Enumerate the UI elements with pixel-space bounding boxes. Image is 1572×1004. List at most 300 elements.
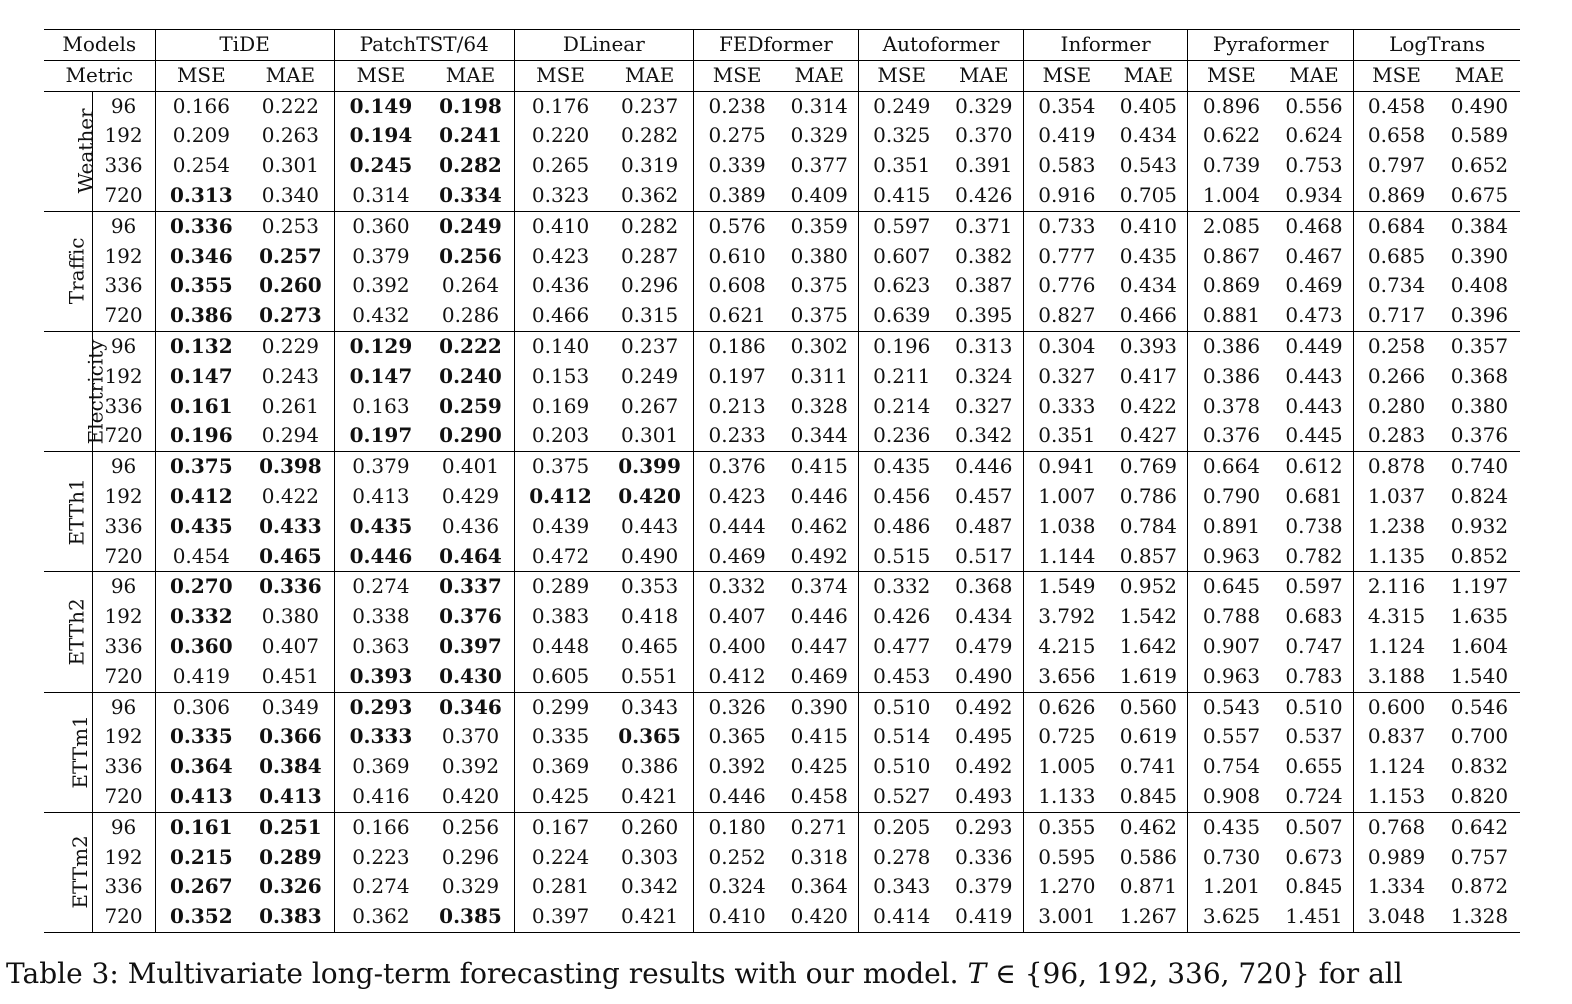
mse-value-cell: 0.369 xyxy=(352,754,410,779)
mae-value-cell: 0.407 xyxy=(247,632,334,662)
mae-value-cell: 0.784 xyxy=(1110,512,1188,542)
mse-value-cell: 0.161 xyxy=(155,812,247,842)
mae-value-cell: 0.293 xyxy=(945,812,1024,842)
mae-value-cell: 0.263 xyxy=(247,121,334,151)
mse-value-cell: 0.658 xyxy=(1367,123,1426,148)
mse-value-cell: 0.869 xyxy=(1367,182,1426,207)
mae-value-cell: 0.410 xyxy=(1110,211,1188,241)
mae-value-cell: 0.845 xyxy=(1275,872,1354,902)
mse-value-cell: 0.790 xyxy=(1202,483,1261,508)
mae-value-cell: 0.241 xyxy=(427,121,514,151)
mse-value-cell: 0.878 xyxy=(1354,452,1439,482)
mse-value-cell: 0.203 xyxy=(531,423,590,448)
mae-value-cell: 0.386 xyxy=(606,752,693,782)
mse-value-cell: 0.335 xyxy=(170,724,233,749)
mae-value-cell: 1.635 xyxy=(1450,604,1509,629)
mse-value-cell: 4.215 xyxy=(1038,633,1096,658)
horizon-cell: 720 xyxy=(92,782,155,812)
mae-value-cell: 0.324 xyxy=(945,362,1024,392)
mae-value-cell: 0.395 xyxy=(945,301,1024,331)
mae-value-cell: 0.315 xyxy=(606,301,693,331)
model-header: LogTrans xyxy=(1354,30,1520,61)
mae-value-cell: 0.420 xyxy=(427,782,514,812)
mse-value-cell: 0.477 xyxy=(873,633,931,658)
mae-value-cell: 0.387 xyxy=(945,271,1024,301)
mse-value-cell: 0.685 xyxy=(1367,243,1426,268)
mse-value-cell: 0.376 xyxy=(1202,423,1261,448)
mse-value-cell: 0.375 xyxy=(155,452,247,482)
mse-value-cell: 0.407 xyxy=(708,604,766,629)
mse-value-cell: 0.963 xyxy=(1202,543,1261,568)
dataset-name: Electricity xyxy=(83,339,108,445)
mae-value-cell: 0.422 xyxy=(247,482,334,512)
results-table-container xyxy=(44,29,1520,933)
caption-prefix: Table 3: Multivariate long-term forecasting results with our model. xyxy=(6,957,968,990)
mae-value-cell: 0.251 xyxy=(247,812,334,842)
mae-value-cell: 0.446 xyxy=(780,482,858,512)
mse-value-cell: 0.196 xyxy=(858,331,944,361)
mse-value-cell: 0.510 xyxy=(858,692,944,722)
mae-value-cell: 0.871 xyxy=(1110,872,1188,902)
metric-mae-header: MAE xyxy=(606,60,693,91)
model-header: TiDE xyxy=(155,30,334,61)
mae-value-cell: 0.415 xyxy=(780,452,858,482)
mae-value-cell: 0.446 xyxy=(780,602,858,632)
metric-mae-header: MAE xyxy=(945,60,1024,91)
metric-mae-header: MAE xyxy=(1275,60,1354,91)
model-header: FEDformer xyxy=(693,30,858,61)
mse-value-cell: 0.645 xyxy=(1188,572,1275,602)
table-row xyxy=(44,782,1520,812)
metric-mse-header: MSE xyxy=(334,60,427,91)
mse-value-cell: 0.510 xyxy=(873,754,931,779)
mae-value-cell: 0.487 xyxy=(945,512,1024,542)
table-row xyxy=(44,421,1520,451)
mae-value-cell: 0.336 xyxy=(945,843,1024,873)
mae-value-cell: 0.446 xyxy=(945,452,1024,482)
mse-value-cell: 0.194 xyxy=(349,123,413,148)
mae-value-cell: 0.469 xyxy=(1275,271,1354,301)
mse-value-cell: 0.333 xyxy=(349,724,413,749)
mae-value-cell: 0.560 xyxy=(1110,692,1188,722)
mse-value-cell: 0.453 xyxy=(873,663,931,688)
mse-value-cell: 1.133 xyxy=(1038,783,1096,808)
mse-value-cell: 0.163 xyxy=(352,393,410,418)
mae-value-cell: 0.415 xyxy=(780,722,858,752)
mse-value-cell: 0.233 xyxy=(708,423,766,448)
horizon-cell: 192 xyxy=(92,843,155,873)
mae-value-cell: 0.302 xyxy=(780,331,858,361)
mse-value-cell: 0.167 xyxy=(514,812,606,842)
mae-value-cell: 0.436 xyxy=(427,512,514,542)
mse-value-cell: 0.197 xyxy=(349,423,413,448)
mse-value-cell: 0.543 xyxy=(1188,692,1275,722)
mae-value-cell: 0.589 xyxy=(1450,123,1509,148)
table-row xyxy=(44,301,1520,331)
horizon-cell: 192 xyxy=(92,482,155,512)
mae-value-cell: 1.542 xyxy=(1110,602,1188,632)
mae-value-cell: 1.197 xyxy=(1439,572,1520,602)
dataset-label xyxy=(44,211,92,331)
mse-value-cell: 0.423 xyxy=(708,483,766,508)
mse-value-cell: 0.881 xyxy=(1202,303,1261,328)
mse-value-cell: 0.458 xyxy=(1354,91,1439,121)
mse-value-cell: 0.436 xyxy=(531,273,590,298)
mse-value-cell: 0.280 xyxy=(1367,393,1426,418)
mse-value-cell: 0.423 xyxy=(531,243,590,268)
mse-value-cell: 0.393 xyxy=(349,663,413,688)
horizon-cell: 336 xyxy=(92,632,155,662)
mae-value-cell: 0.683 xyxy=(1275,602,1354,632)
mae-value-cell: 0.282 xyxy=(427,151,514,181)
table-row xyxy=(44,872,1520,902)
mae-value-cell: 0.430 xyxy=(427,662,514,692)
mse-value-cell: 1.144 xyxy=(1038,543,1096,568)
mae-value-cell: 0.349 xyxy=(247,692,334,722)
mae-value-cell: 0.597 xyxy=(1275,572,1354,602)
mae-value-cell: 0.287 xyxy=(606,242,693,272)
table-row xyxy=(44,902,1520,932)
mse-value-cell: 0.392 xyxy=(708,754,766,779)
mae-value-cell: 0.551 xyxy=(606,662,693,692)
mae-value-cell: 1.267 xyxy=(1110,902,1188,932)
horizon-cell: 192 xyxy=(92,722,155,752)
mse-value-cell: 0.725 xyxy=(1038,724,1096,749)
mae-value-cell: 0.492 xyxy=(945,752,1024,782)
mae-value-cell: 0.852 xyxy=(1450,543,1509,568)
mse-value-cell: 1.124 xyxy=(1367,754,1426,779)
mse-value-cell: 0.236 xyxy=(873,423,931,448)
mse-value-cell: 0.258 xyxy=(1354,331,1439,361)
mae-value-cell: 0.556 xyxy=(1275,91,1354,121)
mae-value-cell: 0.391 xyxy=(945,151,1024,181)
mse-value-cell: 0.323 xyxy=(531,182,590,207)
horizon-cell: 96 xyxy=(92,211,155,241)
mae-value-cell: 1.619 xyxy=(1110,662,1188,692)
mse-value-cell: 0.776 xyxy=(1038,273,1096,298)
metric-mse-header: MSE xyxy=(858,60,944,91)
mse-value-cell: 2.116 xyxy=(1354,572,1439,602)
mse-value-cell: 1.007 xyxy=(1038,483,1096,508)
mae-value-cell: 0.301 xyxy=(606,421,693,451)
dataset-label xyxy=(44,572,92,692)
mae-value-cell: 0.365 xyxy=(606,722,693,752)
table-row xyxy=(44,362,1520,392)
mse-value-cell: 0.414 xyxy=(858,902,944,932)
mse-value-cell: 0.267 xyxy=(170,874,233,899)
mse-value-cell: 0.245 xyxy=(349,153,413,178)
mae-value-cell: 0.237 xyxy=(606,91,693,121)
mse-value-cell: 0.607 xyxy=(873,243,931,268)
mae-value-cell: 0.451 xyxy=(247,662,334,692)
mse-value-cell: 0.176 xyxy=(514,91,606,121)
metric-mse-header: MSE xyxy=(1188,60,1275,91)
mae-value-cell: 0.290 xyxy=(427,421,514,451)
mae-value-cell: 0.376 xyxy=(427,602,514,632)
mae-value-cell: 0.426 xyxy=(945,181,1024,211)
mae-value-cell: 0.409 xyxy=(780,181,858,211)
mae-value-cell: 0.370 xyxy=(427,722,514,752)
table-row xyxy=(44,242,1520,272)
model-header: DLinear xyxy=(514,30,693,61)
mse-value-cell: 0.446 xyxy=(349,543,413,568)
mse-value-cell: 0.827 xyxy=(1038,303,1096,328)
horizon-cell: 720 xyxy=(92,421,155,451)
mae-value-cell: 0.586 xyxy=(1110,843,1188,873)
mae-value-cell: 0.342 xyxy=(945,421,1024,451)
mse-value-cell: 0.446 xyxy=(708,783,766,808)
table-row xyxy=(44,542,1520,572)
metric-mae-header: MAE xyxy=(1439,60,1520,91)
mse-value-cell: 0.730 xyxy=(1202,844,1261,869)
mse-value-cell: 0.274 xyxy=(334,572,427,602)
mae-value-cell: 0.467 xyxy=(1275,242,1354,272)
mae-value-cell: 0.465 xyxy=(247,542,334,572)
model-header: Autoformer xyxy=(858,30,1023,61)
horizon-cell: 720 xyxy=(92,542,155,572)
mae-value-cell: 0.845 xyxy=(1110,782,1188,812)
mse-value-cell: 0.413 xyxy=(352,483,410,508)
mae-value-cell: 0.256 xyxy=(427,242,514,272)
mse-value-cell: 1.270 xyxy=(1038,874,1096,899)
mse-value-cell: 0.397 xyxy=(514,902,606,932)
mse-value-cell: 0.622 xyxy=(1202,123,1261,148)
mse-value-cell: 3.001 xyxy=(1024,902,1110,932)
metric-mae-header: MAE xyxy=(1110,60,1188,91)
mae-value-cell: 0.932 xyxy=(1450,513,1509,538)
mse-value-cell: 0.153 xyxy=(531,363,590,388)
mae-value-cell: 0.434 xyxy=(1110,121,1188,151)
mae-value-cell: 0.301 xyxy=(247,151,334,181)
mse-value-cell: 0.623 xyxy=(873,273,931,298)
mse-value-cell: 0.360 xyxy=(334,211,427,241)
mae-value-cell: 0.368 xyxy=(945,572,1024,602)
mse-value-cell: 0.383 xyxy=(531,604,590,629)
mae-value-cell: 0.457 xyxy=(945,482,1024,512)
mae-value-cell: 0.783 xyxy=(1275,662,1354,692)
dataset-name: Weather xyxy=(73,108,98,194)
mae-value-cell: 0.399 xyxy=(606,452,693,482)
mse-value-cell: 0.379 xyxy=(352,243,410,268)
mae-value-cell: 0.328 xyxy=(780,392,858,422)
mae-value-cell: 0.429 xyxy=(427,482,514,512)
metric-mae-header: MAE xyxy=(427,60,514,91)
mae-value-cell: 0.374 xyxy=(780,572,858,602)
mse-value-cell: 0.306 xyxy=(155,692,247,722)
mse-value-cell: 0.435 xyxy=(858,452,944,482)
mae-value-cell: 0.434 xyxy=(945,602,1024,632)
mse-value-cell: 0.435 xyxy=(1188,812,1275,842)
mae-value-cell: 0.490 xyxy=(1439,91,1520,121)
mae-value-cell: 0.445 xyxy=(1275,421,1354,451)
mae-value-cell: 0.257 xyxy=(247,242,334,272)
mae-value-cell: 0.435 xyxy=(1110,242,1188,272)
mse-value-cell: 0.274 xyxy=(352,874,410,899)
mse-value-cell: 0.275 xyxy=(708,123,766,148)
mae-value-cell: 0.271 xyxy=(780,812,858,842)
mae-value-cell: 0.427 xyxy=(1110,421,1188,451)
mse-value-cell: 0.299 xyxy=(514,692,606,722)
mae-value-cell: 0.700 xyxy=(1450,724,1509,749)
horizon-cell: 336 xyxy=(92,392,155,422)
mse-value-cell: 0.608 xyxy=(708,273,766,298)
mse-value-cell: 0.684 xyxy=(1354,211,1439,241)
mae-value-cell: 0.443 xyxy=(1275,392,1354,422)
mse-value-cell: 0.989 xyxy=(1367,844,1426,869)
mae-value-cell: 0.420 xyxy=(606,482,693,512)
mse-value-cell: 1.135 xyxy=(1367,543,1426,568)
mae-value-cell: 0.490 xyxy=(945,662,1024,692)
mae-value-cell: 0.326 xyxy=(247,872,334,902)
dataset-name: ETTm1 xyxy=(67,715,92,789)
mse-value-cell: 0.369 xyxy=(531,754,590,779)
mse-value-cell: 0.389 xyxy=(708,182,766,207)
mse-value-cell: 0.362 xyxy=(334,902,427,932)
mae-value-cell: 0.314 xyxy=(780,91,858,121)
mae-value-cell: 0.492 xyxy=(780,542,858,572)
mse-value-cell: 0.514 xyxy=(873,724,931,749)
mse-value-cell: 0.220 xyxy=(531,123,590,148)
mae-value-cell: 0.319 xyxy=(606,151,693,181)
mse-value-cell: 0.426 xyxy=(873,604,931,629)
mae-value-cell: 0.724 xyxy=(1275,782,1354,812)
mse-value-cell: 0.448 xyxy=(531,633,590,658)
mae-value-cell: 0.282 xyxy=(606,121,693,151)
table-row xyxy=(44,482,1520,512)
mse-value-cell: 0.777 xyxy=(1038,243,1096,268)
mse-value-cell: 0.324 xyxy=(708,874,766,899)
table-row xyxy=(44,812,1520,842)
mse-value-cell: 0.425 xyxy=(531,783,590,808)
mae-value-cell: 0.447 xyxy=(780,632,858,662)
table-row xyxy=(44,602,1520,632)
mae-value-cell: 0.675 xyxy=(1450,182,1509,207)
mae-value-cell: 0.465 xyxy=(606,632,693,662)
mse-value-cell: 0.360 xyxy=(170,633,233,658)
mae-value-cell: 0.261 xyxy=(247,392,334,422)
mse-value-cell: 0.419 xyxy=(172,663,230,688)
dataset-label xyxy=(44,812,92,932)
mae-value-cell: 0.397 xyxy=(427,632,514,662)
table-row xyxy=(44,512,1520,542)
dataset-label xyxy=(44,331,108,451)
mse-value-cell: 0.149 xyxy=(334,91,427,121)
mae-value-cell: 0.417 xyxy=(1110,362,1188,392)
horizon-cell: 96 xyxy=(92,452,155,482)
mae-value-cell: 0.741 xyxy=(1110,752,1188,782)
mae-value-cell: 0.364 xyxy=(780,872,858,902)
mae-value-cell: 1.540 xyxy=(1450,663,1509,688)
horizon-cell: 96 xyxy=(92,812,155,842)
metric-mae-header: MAE xyxy=(247,60,334,91)
mse-value-cell: 0.326 xyxy=(693,692,780,722)
mae-value-cell: 0.368 xyxy=(1450,363,1509,388)
mse-value-cell: 0.432 xyxy=(352,303,410,328)
mae-value-cell: 0.490 xyxy=(606,542,693,572)
metric-mae-header: MAE xyxy=(780,60,858,91)
mse-value-cell: 0.454 xyxy=(172,543,230,568)
mse-value-cell: 0.907 xyxy=(1202,633,1261,658)
mae-value-cell: 0.390 xyxy=(780,692,858,722)
mse-value-cell: 0.410 xyxy=(514,211,606,241)
mse-value-cell: 0.797 xyxy=(1367,153,1426,178)
mae-value-cell: 0.380 xyxy=(247,602,334,632)
horizon-cell: 336 xyxy=(92,752,155,782)
mse-value-cell: 0.252 xyxy=(708,844,766,869)
mae-value-cell: 0.782 xyxy=(1275,542,1354,572)
table-row xyxy=(44,211,1520,241)
horizon-cell: 96 xyxy=(92,91,155,121)
mse-value-cell: 0.281 xyxy=(531,874,590,899)
mae-value-cell: 0.673 xyxy=(1275,843,1354,873)
mse-value-cell: 0.166 xyxy=(334,812,427,842)
mse-value-cell: 0.249 xyxy=(858,91,944,121)
mse-value-cell: 0.333 xyxy=(1038,393,1096,418)
mse-value-cell: 1.334 xyxy=(1367,874,1426,899)
mse-value-cell: 0.626 xyxy=(1024,692,1110,722)
mse-value-cell: 0.469 xyxy=(708,543,766,568)
mae-value-cell: 0.401 xyxy=(427,452,514,482)
horizon-cell: 192 xyxy=(92,602,155,632)
mae-value-cell: 0.952 xyxy=(1110,572,1188,602)
mse-value-cell: 0.364 xyxy=(170,754,233,779)
mse-value-cell: 0.412 xyxy=(170,483,233,508)
mse-value-cell: 0.379 xyxy=(334,452,427,482)
mse-value-cell: 0.266 xyxy=(1367,363,1426,388)
mae-value-cell: 0.296 xyxy=(427,843,514,873)
mae-value-cell: 0.222 xyxy=(427,331,514,361)
table-row xyxy=(44,91,1520,121)
dataset-name: ETTm2 xyxy=(67,835,92,909)
mse-value-cell: 0.313 xyxy=(170,182,233,207)
mae-value-cell: 0.753 xyxy=(1275,151,1354,181)
mse-value-cell: 0.456 xyxy=(873,483,931,508)
dataset-name: ETTh2 xyxy=(64,598,89,666)
horizon-cell: 192 xyxy=(92,242,155,272)
mae-value-cell: 0.433 xyxy=(247,512,334,542)
mse-value-cell: 1.238 xyxy=(1367,513,1426,538)
mse-value-cell: 2.085 xyxy=(1188,211,1275,241)
mae-value-cell: 0.260 xyxy=(606,812,693,842)
horizon-cell: 96 xyxy=(92,572,155,602)
horizon-cell: 720 xyxy=(92,902,155,932)
table-caption xyxy=(6,957,1403,990)
mae-value-cell: 0.655 xyxy=(1275,752,1354,782)
mse-value-cell: 0.639 xyxy=(873,303,931,328)
mae-value-cell: 0.642 xyxy=(1439,812,1520,842)
mae-value-cell: 0.273 xyxy=(247,301,334,331)
mae-value-cell: 0.329 xyxy=(945,91,1024,121)
mse-value-cell: 0.734 xyxy=(1367,273,1426,298)
mae-value-cell: 0.443 xyxy=(1275,362,1354,392)
mse-value-cell: 0.335 xyxy=(531,724,590,749)
mae-value-cell: 0.377 xyxy=(780,151,858,181)
mae-value-cell: 0.303 xyxy=(606,843,693,873)
mse-value-cell: 0.621 xyxy=(708,303,766,328)
mse-value-cell: 0.365 xyxy=(708,724,766,749)
mae-value-cell: 0.376 xyxy=(1450,423,1509,448)
mae-value-cell: 0.384 xyxy=(1439,211,1520,241)
model-header: Pyraformer xyxy=(1188,30,1354,61)
mae-value-cell: 0.434 xyxy=(1110,271,1188,301)
mse-value-cell: 0.161 xyxy=(170,393,233,418)
mae-value-cell: 0.398 xyxy=(247,452,334,482)
mse-value-cell: 0.132 xyxy=(155,331,247,361)
mse-value-cell: 0.169 xyxy=(531,393,590,418)
table-row xyxy=(44,692,1520,722)
mae-value-cell: 0.872 xyxy=(1450,874,1509,899)
mse-value-cell: 0.527 xyxy=(873,783,931,808)
